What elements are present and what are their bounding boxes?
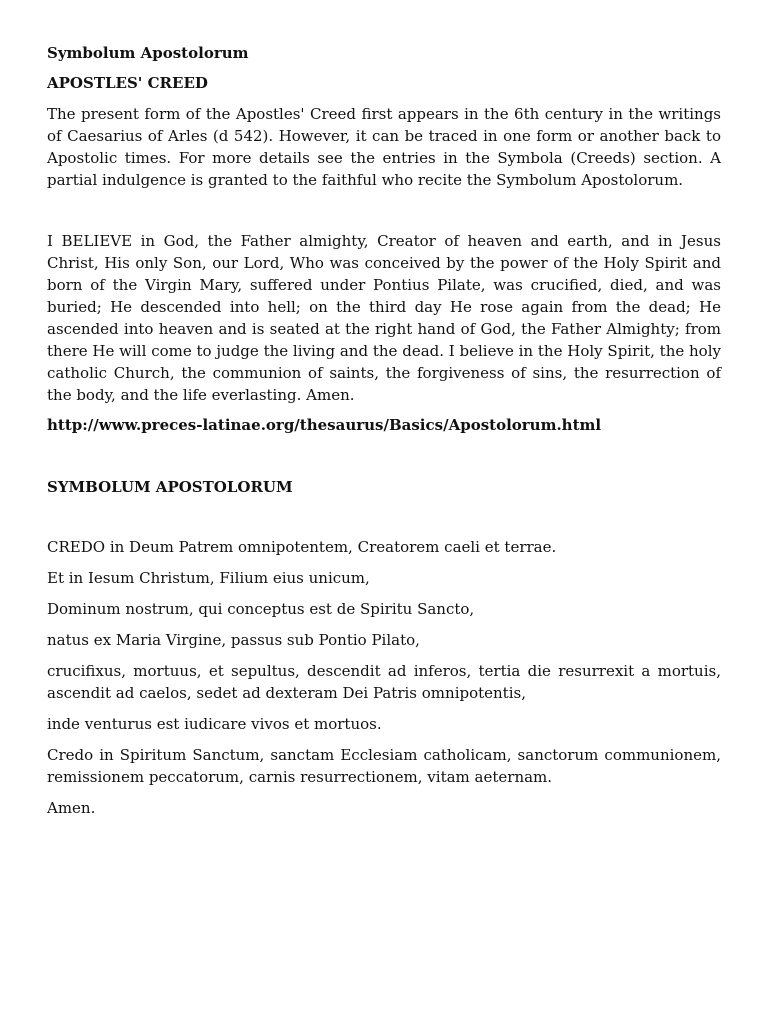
latin-heading: SYMBOLUM APOSTOLORUM	[47, 478, 293, 496]
document-page	[47, 42, 721, 828]
latin-line: Dominum nostrum, qui conceptus est de Spiritu Sancto,	[47, 600, 475, 618]
document-subtitle: APOSTLES' CREED	[47, 74, 208, 92]
intro-paragraph: The present form of the Apostles' Creed first appears in the 6th century in the writings of Caesarius of Arles (d 542). However, it can be traced in one form or another back to Apostolic times. For more details see the entries in the Symbola (Creeds) section. A partial indulgence is granted to the faithful who recite the Symbolum Apostolorum.	[47, 105, 721, 189]
latin-line: crucifixus, mortuus, et sepultus, descendit ad inferos, tertia die resurrexit a mortuis, ascendit ad caelos, sedet ad dexteram Dei Patris omnipotentis,	[47, 662, 721, 702]
latin-line: Amen.	[47, 799, 96, 817]
english-creed-paragraph: I BELIEVE in God, the Father almighty, Creator of heaven and earth, and in Jesus Christ, His only Son, our Lord, Who was conceived by the power of the Holy Spirit and born of the Virgin Mary, suffered under Pontius Pilate, was crucified, died, and was buried; He descended into hell; on the third day He rose again from the dead; He ascended into heaven and is seated at the right hand of God, the Father Almighty; from there He will come to judge the living and the dead. I believe in the Holy Spirit, the holy catholic Church, the communion of saints, the forgiveness of sins, the resurrection of the body, and the life everlasting. Amen.	[47, 232, 721, 404]
document-title: Symbolum Apostolorum	[47, 44, 249, 62]
latin-line: inde venturus est iudicare vivos et mortuos.	[47, 715, 382, 733]
source-url-link[interactable]: http://www.preces-latinae.org/thesaurus/Basics/Apostolorum.html	[47, 416, 602, 434]
latin-line: Et in Iesum Christum, Filium eius unicum,	[47, 569, 370, 587]
latin-line: Credo in Spiritum Sanctum, sanctam Ecclesiam catholicam, sanctorum communionem, remissionem peccatorum, carnis resurrectionem, vitam aeternam.	[47, 746, 721, 786]
latin-line: natus ex Maria Virgine, passus sub Pontio Pilato,	[47, 631, 420, 649]
latin-line: CREDO in Deum Patrem omnipotentem, Creatorem caeli et terrae.	[47, 538, 557, 556]
